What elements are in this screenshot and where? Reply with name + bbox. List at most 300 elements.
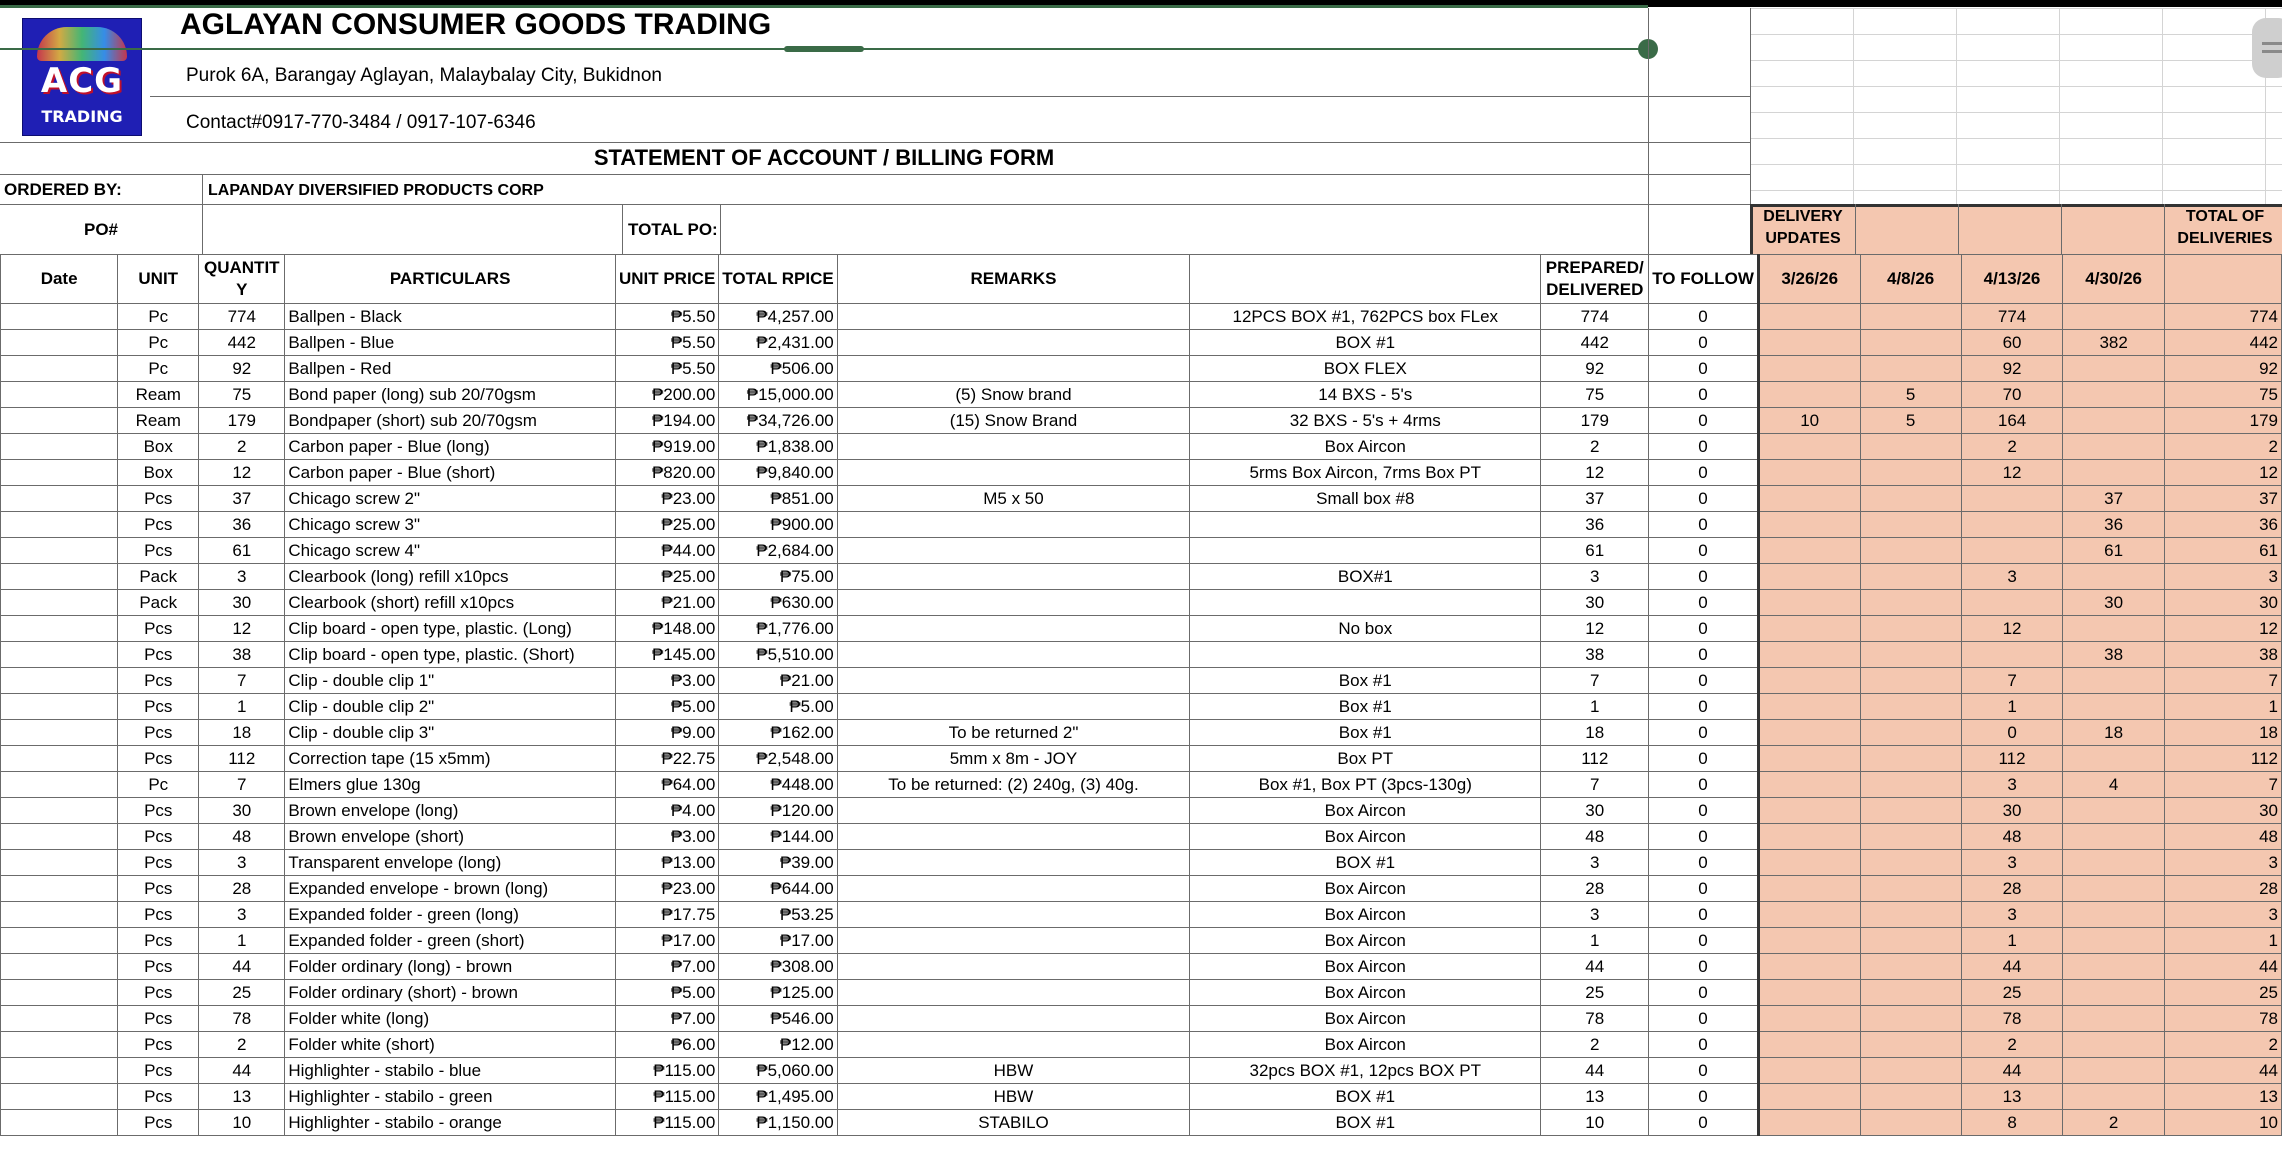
cell-delivery-3[interactable]: 7 <box>1961 668 2063 694</box>
cell-remarks[interactable]: M5 x 50 <box>837 486 1189 512</box>
cell-total-price[interactable]: ₱9,840.00 <box>719 460 837 486</box>
cell-prepared[interactable]: 3 <box>1541 564 1649 590</box>
cell-remarks[interactable] <box>837 460 1189 486</box>
cell-delivery-1[interactable] <box>1758 304 1860 330</box>
table-row[interactable] <box>1 720 2282 746</box>
cell-unit-price[interactable]: ₱25.00 <box>615 564 718 590</box>
cell-delivery-3[interactable]: 12 <box>1961 460 2063 486</box>
cell-date[interactable] <box>1 694 118 720</box>
cell-delivery-3[interactable]: 3 <box>1961 564 2063 590</box>
cell-to-follow[interactable]: 0 <box>1649 902 1759 928</box>
cell-delivery-1[interactable] <box>1758 382 1860 408</box>
cell-prepared[interactable]: 92 <box>1541 356 1649 382</box>
ordered-by-label[interactable]: ORDERED BY: <box>4 180 122 199</box>
cell-notes[interactable]: 32pcs BOX #1, 12pcs BOX PT <box>1190 1058 1541 1084</box>
cell-remarks[interactable] <box>837 304 1189 330</box>
cell-total-deliveries[interactable]: 38 <box>2164 642 2281 668</box>
table-row[interactable] <box>1 512 2282 538</box>
company-name[interactable]: AGLAYAN CONSUMER GOODS TRADING <box>180 8 772 41</box>
spreadsheet-sheet[interactable] <box>0 8 2282 1150</box>
cell-notes[interactable]: Small box #8 <box>1190 486 1541 512</box>
cell-delivery-4[interactable]: 18 <box>2063 720 2165 746</box>
cell-delivery-3[interactable] <box>1961 590 2063 616</box>
cell-quantity[interactable]: 78 <box>199 1006 285 1032</box>
cell-to-follow[interactable]: 0 <box>1649 434 1759 460</box>
cell-notes[interactable]: Box #1, Box PT (3pcs-130g) <box>1190 772 1541 798</box>
cell-total-deliveries[interactable]: 78 <box>2164 1006 2281 1032</box>
cell-delivery-1[interactable] <box>1758 460 1860 486</box>
cell-unit[interactable]: Box <box>118 434 199 460</box>
cell-unit[interactable]: Pcs <box>118 798 199 824</box>
cell-prepared[interactable]: 44 <box>1541 954 1649 980</box>
cell-delivery-2[interactable] <box>1860 694 1961 720</box>
cell-total-price[interactable]: ₱308.00 <box>719 954 837 980</box>
cell-particulars[interactable]: Carbon paper - Blue (long) <box>285 434 616 460</box>
items-table[interactable] <box>0 254 2282 1136</box>
cell-delivery-3[interactable]: 70 <box>1961 382 2063 408</box>
cell-unit-price[interactable]: ₱13.00 <box>615 850 718 876</box>
cell-quantity[interactable]: 3 <box>199 564 285 590</box>
cell-date[interactable] <box>1 304 118 330</box>
cell-date[interactable] <box>1 642 118 668</box>
cell-date[interactable] <box>1 824 118 850</box>
cell-to-follow[interactable]: 0 <box>1649 564 1759 590</box>
cell-prepared[interactable]: 37 <box>1541 486 1649 512</box>
table-row[interactable] <box>1 824 2282 850</box>
cell-delivery-3[interactable] <box>1961 538 2063 564</box>
cell-delivery-3[interactable]: 3 <box>1961 902 2063 928</box>
cell-unit[interactable]: Pack <box>118 590 199 616</box>
cell-delivery-2[interactable] <box>1860 1058 1961 1084</box>
cell-to-follow[interactable]: 0 <box>1649 772 1759 798</box>
col-delivery-2[interactable]: 4/8/26 <box>1860 255 1961 304</box>
cell-delivery-3[interactable]: 25 <box>1961 980 2063 1006</box>
cell-quantity[interactable]: 13 <box>199 1084 285 1110</box>
cell-total-deliveries[interactable]: 37 <box>2164 486 2281 512</box>
cell-total-deliveries[interactable]: 3 <box>2164 850 2281 876</box>
cell-total-price[interactable]: ₱39.00 <box>719 850 837 876</box>
cell-quantity[interactable]: 61 <box>199 538 285 564</box>
cell-to-follow[interactable]: 0 <box>1649 408 1759 434</box>
table-row[interactable] <box>1 746 2282 772</box>
cell-date[interactable] <box>1 798 118 824</box>
cell-total-price[interactable]: ₱851.00 <box>719 486 837 512</box>
cell-delivery-3[interactable]: 1 <box>1961 694 2063 720</box>
cell-total-price[interactable]: ₱448.00 <box>719 772 837 798</box>
cell-prepared[interactable]: 38 <box>1541 642 1649 668</box>
table-row[interactable] <box>1 954 2282 980</box>
cell-unit[interactable]: Pcs <box>118 902 199 928</box>
cell-delivery-3[interactable]: 0 <box>1961 720 2063 746</box>
cell-date[interactable] <box>1 590 118 616</box>
cell-date[interactable] <box>1 486 118 512</box>
cell-delivery-1[interactable] <box>1758 876 1860 902</box>
cell-prepared[interactable]: 48 <box>1541 824 1649 850</box>
cell-unit-price[interactable]: ₱200.00 <box>615 382 718 408</box>
cell-delivery-1[interactable] <box>1758 720 1860 746</box>
cell-total-deliveries[interactable]: 25 <box>2164 980 2281 1006</box>
cell-delivery-2[interactable] <box>1860 590 1961 616</box>
cell-total-deliveries[interactable]: 2 <box>2164 1032 2281 1058</box>
cell-date[interactable] <box>1 1006 118 1032</box>
cell-unit-price[interactable]: ₱23.00 <box>615 876 718 902</box>
cell-date[interactable] <box>1 772 118 798</box>
cell-particulars[interactable]: Bond paper (long) sub 20/70gsm <box>285 382 616 408</box>
cell-unit[interactable]: Pc <box>118 772 199 798</box>
cell-delivery-2[interactable] <box>1860 538 1961 564</box>
cell-to-follow[interactable]: 0 <box>1649 720 1759 746</box>
cell-delivery-1[interactable] <box>1758 642 1860 668</box>
cell-notes[interactable]: Box Aircon <box>1190 798 1541 824</box>
cell-delivery-1[interactable] <box>1758 330 1860 356</box>
table-row[interactable] <box>1 694 2282 720</box>
cell-remarks[interactable] <box>837 876 1189 902</box>
cell-to-follow[interactable]: 0 <box>1649 356 1759 382</box>
cell-total-price[interactable]: ₱17.00 <box>719 928 837 954</box>
cell-delivery-2[interactable] <box>1860 850 1961 876</box>
cell-total-price[interactable]: ₱5,060.00 <box>719 1058 837 1084</box>
cell-total-price[interactable]: ₱1,495.00 <box>719 1084 837 1110</box>
cell-quantity[interactable]: 25 <box>199 980 285 1006</box>
cell-quantity[interactable]: 37 <box>199 486 285 512</box>
cell-prepared[interactable]: 78 <box>1541 1006 1649 1032</box>
cell-quantity[interactable]: 30 <box>199 798 285 824</box>
cell-quantity[interactable]: 10 <box>199 1110 285 1136</box>
cell-total-deliveries[interactable]: 36 <box>2164 512 2281 538</box>
cell-particulars[interactable]: Ballpen - Blue <box>285 330 616 356</box>
cell-delivery-2[interactable] <box>1860 1110 1961 1136</box>
cell-total-price[interactable]: ₱1,838.00 <box>719 434 837 460</box>
cell-particulars[interactable]: Chicago screw 2" <box>285 486 616 512</box>
cell-delivery-3[interactable] <box>1961 486 2063 512</box>
cell-unit-price[interactable]: ₱23.00 <box>615 486 718 512</box>
cell-delivery-2[interactable] <box>1860 486 1961 512</box>
cell-total-price[interactable]: ₱4,257.00 <box>719 304 837 330</box>
cell-delivery-3[interactable] <box>1961 512 2063 538</box>
cell-unit[interactable]: Pcs <box>118 1058 199 1084</box>
cell-delivery-4[interactable]: 382 <box>2063 330 2165 356</box>
po-label[interactable]: PO# <box>84 220 119 239</box>
table-row[interactable] <box>1 642 2282 668</box>
cell-unit-price[interactable]: ₱7.00 <box>615 1006 718 1032</box>
cell-unit[interactable]: Pcs <box>118 512 199 538</box>
cell-total-price[interactable]: ₱1,150.00 <box>719 1110 837 1136</box>
cell-particulars[interactable]: Clip board - open type, plastic. (Long) <box>285 616 616 642</box>
cell-prepared[interactable]: 774 <box>1541 304 1649 330</box>
cell-remarks[interactable] <box>837 356 1189 382</box>
table-row[interactable] <box>1 1006 2282 1032</box>
cell-particulars[interactable]: Chicago screw 3" <box>285 512 616 538</box>
col-total-price[interactable]: TOTAL RPICE <box>719 255 837 304</box>
cell-delivery-3[interactable]: 164 <box>1961 408 2063 434</box>
cell-particulars[interactable]: Expanded folder - green (short) <box>285 928 616 954</box>
cell-delivery-2[interactable] <box>1860 330 1961 356</box>
cell-delivery-4[interactable] <box>2063 616 2165 642</box>
cell-unit-price[interactable]: ₱5.00 <box>615 694 718 720</box>
cell-delivery-1[interactable] <box>1758 590 1860 616</box>
cell-delivery-2[interactable] <box>1860 564 1961 590</box>
cell-to-follow[interactable]: 0 <box>1649 1110 1759 1136</box>
cell-to-follow[interactable]: 0 <box>1649 1058 1759 1084</box>
cell-total-deliveries[interactable]: 3 <box>2164 902 2281 928</box>
cell-to-follow[interactable]: 0 <box>1649 954 1759 980</box>
cell-delivery-4[interactable] <box>2063 928 2165 954</box>
cell-delivery-2[interactable] <box>1860 798 1961 824</box>
cell-prepared[interactable]: 3 <box>1541 902 1649 928</box>
cell-quantity[interactable]: 7 <box>199 772 285 798</box>
cell-delivery-3[interactable]: 44 <box>1961 1058 2063 1084</box>
cell-delivery-2[interactable] <box>1860 720 1961 746</box>
company-contact[interactable]: Contact#0917-770-3484 / 0917-107-6346 <box>186 112 536 133</box>
cell-remarks[interactable] <box>837 902 1189 928</box>
shape-resize-handle[interactable] <box>784 46 864 52</box>
cell-notes[interactable]: Box Aircon <box>1190 824 1541 850</box>
cell-particulars[interactable]: Chicago screw 4" <box>285 538 616 564</box>
cell-notes[interactable]: Box Aircon <box>1190 1032 1541 1058</box>
cell-total-price[interactable]: ₱144.00 <box>719 824 837 850</box>
cell-to-follow[interactable]: 0 <box>1649 1084 1759 1110</box>
table-row[interactable] <box>1 772 2282 798</box>
cell-quantity[interactable]: 1 <box>199 694 285 720</box>
cell-quantity[interactable]: 92 <box>199 356 285 382</box>
cell-unit[interactable]: Pcs <box>118 720 199 746</box>
cell-prepared[interactable]: 1 <box>1541 928 1649 954</box>
cell-notes[interactable]: Box Aircon <box>1190 928 1541 954</box>
cell-unit-price[interactable]: ₱115.00 <box>615 1058 718 1084</box>
cell-unit[interactable]: Pcs <box>118 1032 199 1058</box>
cell-unit[interactable]: Pcs <box>118 1084 199 1110</box>
cell-prepared[interactable]: 112 <box>1541 746 1649 772</box>
cell-total-price[interactable]: ₱630.00 <box>719 590 837 616</box>
table-row[interactable] <box>1 538 2282 564</box>
cell-to-follow[interactable]: 0 <box>1649 590 1759 616</box>
table-row[interactable] <box>1 902 2282 928</box>
cell-date[interactable] <box>1 746 118 772</box>
cell-unit[interactable]: Pcs <box>118 642 199 668</box>
cell-notes[interactable]: Box #1 <box>1190 720 1541 746</box>
cell-delivery-4[interactable] <box>2063 356 2165 382</box>
cell-total-deliveries[interactable]: 10 <box>2164 1110 2281 1136</box>
cell-to-follow[interactable]: 0 <box>1649 382 1759 408</box>
cell-delivery-1[interactable] <box>1758 798 1860 824</box>
cell-total-deliveries[interactable]: 112 <box>2164 746 2281 772</box>
cell-particulars[interactable]: Carbon paper - Blue (short) <box>285 460 616 486</box>
cell-date[interactable] <box>1 356 118 382</box>
cell-unit-price[interactable]: ₱25.00 <box>615 512 718 538</box>
cell-date[interactable] <box>1 980 118 1006</box>
cell-quantity[interactable]: 179 <box>199 408 285 434</box>
cell-particulars[interactable]: Elmers glue 130g <box>285 772 616 798</box>
cell-particulars[interactable]: Clip - double clip 2" <box>285 694 616 720</box>
cell-total-price[interactable]: ₱2,684.00 <box>719 538 837 564</box>
cell-notes[interactable]: Box Aircon <box>1190 434 1541 460</box>
cell-total-deliveries[interactable]: 774 <box>2164 304 2281 330</box>
cell-to-follow[interactable]: 0 <box>1649 460 1759 486</box>
cell-prepared[interactable]: 25 <box>1541 980 1649 1006</box>
cell-total-deliveries[interactable]: 7 <box>2164 668 2281 694</box>
cell-delivery-3[interactable]: 92 <box>1961 356 2063 382</box>
cell-delivery-4[interactable] <box>2063 1058 2165 1084</box>
cell-delivery-4[interactable] <box>2063 798 2165 824</box>
cell-unit-price[interactable]: ₱5.50 <box>615 330 718 356</box>
cell-total-price[interactable]: ₱1,776.00 <box>719 616 837 642</box>
cell-remarks[interactable] <box>837 668 1189 694</box>
cell-to-follow[interactable]: 0 <box>1649 876 1759 902</box>
cell-remarks[interactable] <box>837 434 1189 460</box>
cell-prepared[interactable]: 30 <box>1541 590 1649 616</box>
cell-delivery-4[interactable] <box>2063 668 2165 694</box>
cell-to-follow[interactable]: 0 <box>1649 486 1759 512</box>
cell-prepared[interactable]: 2 <box>1541 1032 1649 1058</box>
cell-quantity[interactable]: 3 <box>199 850 285 876</box>
cell-quantity[interactable]: 3 <box>199 902 285 928</box>
cell-unit[interactable]: Pcs <box>118 876 199 902</box>
cell-to-follow[interactable]: 0 <box>1649 1006 1759 1032</box>
cell-delivery-1[interactable]: 10 <box>1758 408 1860 434</box>
delivery-updates-label[interactable]: DELIVERY UPDATES <box>1763 208 1843 247</box>
cell-unit[interactable]: Ream <box>118 382 199 408</box>
cell-particulars[interactable]: Folder white (long) <box>285 1006 616 1032</box>
cell-unit[interactable]: Pcs <box>118 980 199 1006</box>
form-title[interactable]: STATEMENT OF ACCOUNT / BILLING FORM <box>593 145 1055 170</box>
cell-delivery-2[interactable] <box>1860 876 1961 902</box>
cell-total-price[interactable]: ₱506.00 <box>719 356 837 382</box>
cell-notes[interactable]: Box Aircon <box>1190 1006 1541 1032</box>
cell-quantity[interactable]: 44 <box>199 1058 285 1084</box>
cell-to-follow[interactable]: 0 <box>1649 538 1759 564</box>
cell-prepared[interactable]: 44 <box>1541 1058 1649 1084</box>
cell-unit-price[interactable]: ₱5.00 <box>615 980 718 1006</box>
cell-date[interactable] <box>1 876 118 902</box>
cell-remarks[interactable] <box>837 1006 1189 1032</box>
cell-delivery-2[interactable] <box>1860 512 1961 538</box>
cell-notes[interactable]: Box Aircon <box>1190 954 1541 980</box>
cell-notes[interactable]: BOX #1 <box>1190 1084 1541 1110</box>
cell-delivery-2[interactable] <box>1860 928 1961 954</box>
cell-prepared[interactable]: 1 <box>1541 694 1649 720</box>
cell-delivery-3[interactable]: 48 <box>1961 824 2063 850</box>
cell-total-deliveries[interactable]: 48 <box>2164 824 2281 850</box>
cell-particulars[interactable]: Expanded envelope - brown (long) <box>285 876 616 902</box>
cell-date[interactable] <box>1 1058 118 1084</box>
cell-delivery-1[interactable] <box>1758 616 1860 642</box>
cell-to-follow[interactable]: 0 <box>1649 694 1759 720</box>
cell-quantity[interactable]: 112 <box>199 746 285 772</box>
cell-prepared[interactable]: 3 <box>1541 850 1649 876</box>
cell-quantity[interactable]: 36 <box>199 512 285 538</box>
cell-remarks[interactable] <box>837 616 1189 642</box>
cell-particulars[interactable]: Clearbook (short) refill x10pcs <box>285 590 616 616</box>
cell-to-follow[interactable]: 0 <box>1649 824 1759 850</box>
table-row[interactable] <box>1 590 2282 616</box>
cell-date[interactable] <box>1 382 118 408</box>
cell-date[interactable] <box>1 1110 118 1136</box>
cell-total-deliveries[interactable]: 61 <box>2164 538 2281 564</box>
cell-prepared[interactable]: 13 <box>1541 1084 1649 1110</box>
cell-unit[interactable]: Ream <box>118 408 199 434</box>
cell-delivery-1[interactable] <box>1758 694 1860 720</box>
cell-to-follow[interactable]: 0 <box>1649 928 1759 954</box>
cell-notes[interactable]: Box Aircon <box>1190 980 1541 1006</box>
cell-prepared[interactable]: 18 <box>1541 720 1649 746</box>
cell-to-follow[interactable]: 0 <box>1649 850 1759 876</box>
cell-delivery-1[interactable] <box>1758 980 1860 1006</box>
cell-delivery-1[interactable] <box>1758 538 1860 564</box>
cell-delivery-1[interactable] <box>1758 434 1860 460</box>
cell-date[interactable] <box>1 538 118 564</box>
cell-prepared[interactable]: 36 <box>1541 512 1649 538</box>
col-unit-price[interactable]: UNIT PRICE <box>615 255 718 304</box>
cell-delivery-1[interactable] <box>1758 486 1860 512</box>
cell-delivery-4[interactable] <box>2063 1006 2165 1032</box>
cell-delivery-3[interactable] <box>1961 642 2063 668</box>
cell-unit-price[interactable]: ₱6.00 <box>615 1032 718 1058</box>
table-row[interactable] <box>1 486 2282 512</box>
cell-particulars[interactable]: Transparent envelope (long) <box>285 850 616 876</box>
cell-total-deliveries[interactable]: 442 <box>2164 330 2281 356</box>
table-row[interactable] <box>1 1058 2282 1084</box>
table-row[interactable] <box>1 304 2282 330</box>
cell-remarks[interactable] <box>837 330 1189 356</box>
cell-delivery-1[interactable] <box>1758 902 1860 928</box>
cell-to-follow[interactable]: 0 <box>1649 980 1759 1006</box>
cell-delivery-4[interactable]: 36 <box>2063 512 2165 538</box>
cell-unit-price[interactable]: ₱3.00 <box>615 668 718 694</box>
cell-quantity[interactable]: 7 <box>199 668 285 694</box>
cell-delivery-4[interactable] <box>2063 876 2165 902</box>
col-delivery-3[interactable]: 4/13/26 <box>1961 255 2063 304</box>
cell-total-price[interactable]: ₱5,510.00 <box>719 642 837 668</box>
cell-delivery-1[interactable] <box>1758 746 1860 772</box>
cell-remarks[interactable] <box>837 694 1189 720</box>
cell-delivery-4[interactable] <box>2063 1084 2165 1110</box>
cell-delivery-4[interactable] <box>2063 382 2165 408</box>
cell-unit[interactable]: Pc <box>118 356 199 382</box>
cell-remarks[interactable]: HBW <box>837 1084 1189 1110</box>
cell-delivery-1[interactable] <box>1758 1006 1860 1032</box>
cell-delivery-3[interactable]: 78 <box>1961 1006 2063 1032</box>
cell-quantity[interactable]: 442 <box>199 330 285 356</box>
table-row[interactable] <box>1 850 2282 876</box>
cell-unit[interactable]: Pcs <box>118 616 199 642</box>
cell-delivery-2[interactable] <box>1860 954 1961 980</box>
cell-total-deliveries[interactable]: 44 <box>2164 954 2281 980</box>
cell-to-follow[interactable]: 0 <box>1649 330 1759 356</box>
cell-delivery-4[interactable]: 4 <box>2063 772 2165 798</box>
cell-remarks[interactable] <box>837 954 1189 980</box>
cell-particulars[interactable]: Clearbook (long) refill x10pcs <box>285 564 616 590</box>
cell-particulars[interactable]: Ballpen - Black <box>285 304 616 330</box>
cell-unit[interactable]: Pcs <box>118 668 199 694</box>
cell-total-price[interactable]: ₱125.00 <box>719 980 837 1006</box>
cell-delivery-4[interactable] <box>2063 304 2165 330</box>
cell-unit[interactable]: Pcs <box>118 746 199 772</box>
cell-delivery-2[interactable] <box>1860 772 1961 798</box>
cell-date[interactable] <box>1 720 118 746</box>
cell-total-price[interactable]: ₱2,548.00 <box>719 746 837 772</box>
cell-delivery-2[interactable] <box>1860 1032 1961 1058</box>
cell-remarks[interactable] <box>837 980 1189 1006</box>
cell-total-deliveries[interactable]: 13 <box>2164 1084 2281 1110</box>
cell-delivery-1[interactable] <box>1758 1032 1860 1058</box>
cell-delivery-2[interactable] <box>1860 616 1961 642</box>
cell-unit[interactable]: Pc <box>118 330 199 356</box>
cell-notes[interactable]: 12PCS BOX #1, 762PCS box FLex <box>1190 304 1541 330</box>
cell-delivery-3[interactable]: 774 <box>1961 304 2063 330</box>
cell-delivery-2[interactable] <box>1860 746 1961 772</box>
cell-total-price[interactable]: ₱900.00 <box>719 512 837 538</box>
cell-prepared[interactable]: 7 <box>1541 668 1649 694</box>
